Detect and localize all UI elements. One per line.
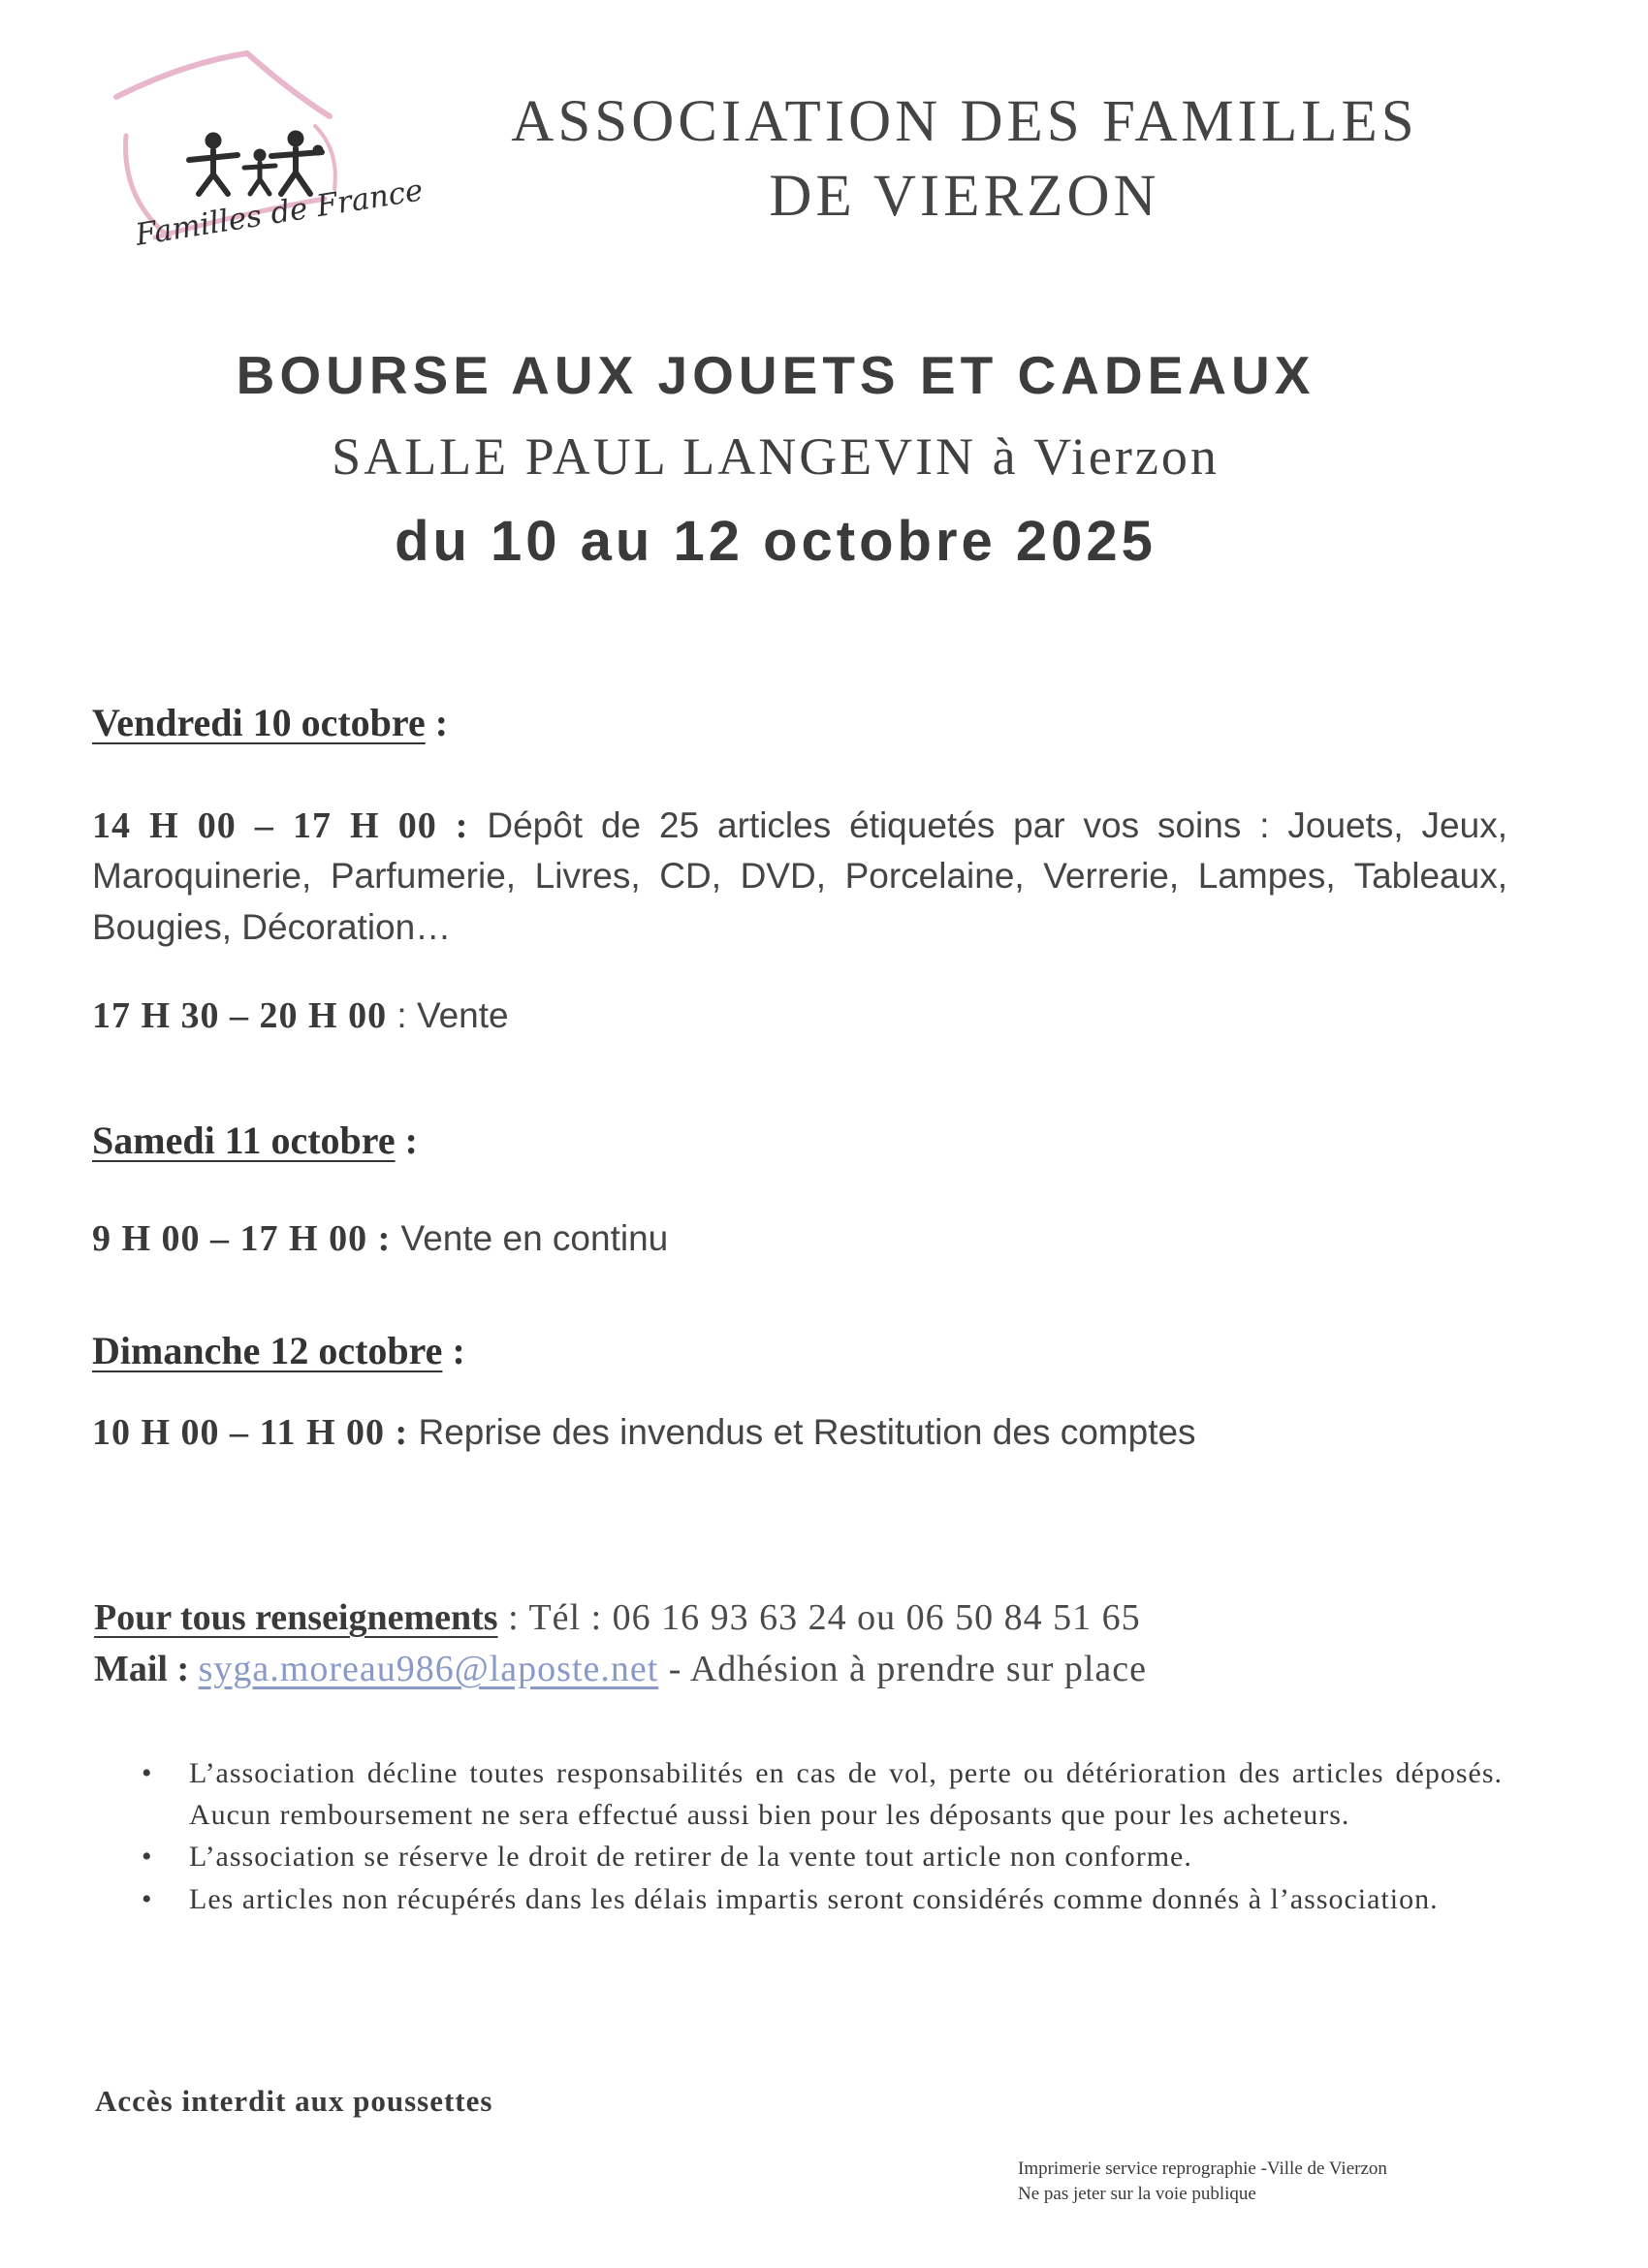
- bullet-icon: •: [142, 1757, 153, 1789]
- bullet-icon: •: [142, 1841, 153, 1874]
- day-heading-saturday: [92, 1118, 418, 1163]
- slot-description: : Vente: [387, 995, 509, 1035]
- day-heading-suffix: :: [425, 701, 449, 744]
- day-heading-friday: [92, 700, 448, 745]
- slot-description: Reprise des invendus et Restitution des comptes: [408, 1412, 1196, 1452]
- day-heading-sunday: [92, 1328, 465, 1373]
- association-name-line2: DE VIERZON: [769, 164, 1160, 229]
- contact-mail-line: [94, 1648, 1147, 1690]
- slot-time: 17 H 30 – 20 H 00: [92, 995, 388, 1036]
- event-dates: du 10 au 12 octobre 2025: [395, 510, 1157, 573]
- day-heading-text: Samedi 11 octobre: [92, 1118, 396, 1162]
- phone-number-1[interactable]: 06 16 93 63 24: [612, 1597, 847, 1638]
- slot-description: Vente en continu: [391, 1218, 669, 1258]
- rule-text: L’association se réserve le droit de retirer de la vente tout article non conforme.: [189, 1841, 1192, 1874]
- logo-script-text: Familles de France: [133, 173, 426, 253]
- phone-prefix: : Tél :: [497, 1597, 613, 1638]
- phone-separator: ou: [846, 1597, 906, 1638]
- list-item: [136, 1836, 1503, 1877]
- day-heading-text: Dimanche 12 octobre: [92, 1329, 443, 1372]
- slot-time: 9 H 00 – 17 H 00 :: [92, 1218, 392, 1259]
- mail-label: Mail :: [94, 1649, 190, 1689]
- slot-time: 14 H 00 – 17 H 00 :: [92, 805, 469, 846]
- time-slot: [92, 1213, 1507, 1264]
- contact-phone-line: [94, 1596, 1141, 1639]
- contact-info-label: Pour tous renseignements: [94, 1597, 498, 1638]
- printer-footer: [1018, 2157, 1387, 2206]
- phone-number-2[interactable]: 06 50 84 51 65: [905, 1597, 1141, 1638]
- rule-text: L’association décline toutes responsabilités en cas de vol, perte ou détérioration des articles déposés. Aucun remboursement ne sera effectué aussi bien pour les déposants que pour les acheteurs.: [189, 1757, 1503, 1832]
- list-item: [136, 1752, 1503, 1836]
- event-title: BOURSE AUX JOUETS ET CADEAUX: [236, 345, 1315, 405]
- rules-list: [136, 1752, 1503, 1920]
- association-name-line1: ASSOCIATION DES FAMILLES: [511, 89, 1418, 154]
- membership-note: - Adhésion à prendre sur place: [658, 1649, 1148, 1689]
- list-item: [136, 1878, 1503, 1920]
- time-slot: [92, 991, 1507, 1041]
- footer-line-1: Imprimerie service reprographie -Ville de Vierzon: [1018, 2158, 1387, 2179]
- day-heading-text: Vendredi 10 octobre: [92, 701, 426, 744]
- mail-link[interactable]: syga.moreau986@laposte.net: [198, 1649, 659, 1689]
- rule-text: Les articles non récupérés dans les délais impartis seront considérés comme donnés à l’association.: [189, 1882, 1439, 1915]
- day-heading-suffix: :: [442, 1329, 465, 1372]
- time-slot: [92, 1407, 1507, 1458]
- slot-description: Dépôt de 25 articles étiquetés par vos soins : Jouets, Jeux, Maroquinerie, Parfumerie, Livres, CD, DVD, Porcelaine, Verrerie, Lampes, Tableaux, Bougies, Décoration…: [92, 805, 1507, 947]
- time-slot: [92, 801, 1507, 953]
- day-heading-suffix: :: [395, 1118, 418, 1162]
- event-venue: SALLE PAUL LANGEVIN à Vierzon: [332, 427, 1220, 486]
- bullet-icon: •: [142, 1882, 153, 1915]
- slot-time: 10 H 00 – 11 H 00 :: [92, 1412, 409, 1453]
- footer-line-2: Ne pas jeter sur la voie publique: [1018, 2183, 1256, 2204]
- stroller-note: Accès interdit aux poussettes: [95, 2084, 493, 2118]
